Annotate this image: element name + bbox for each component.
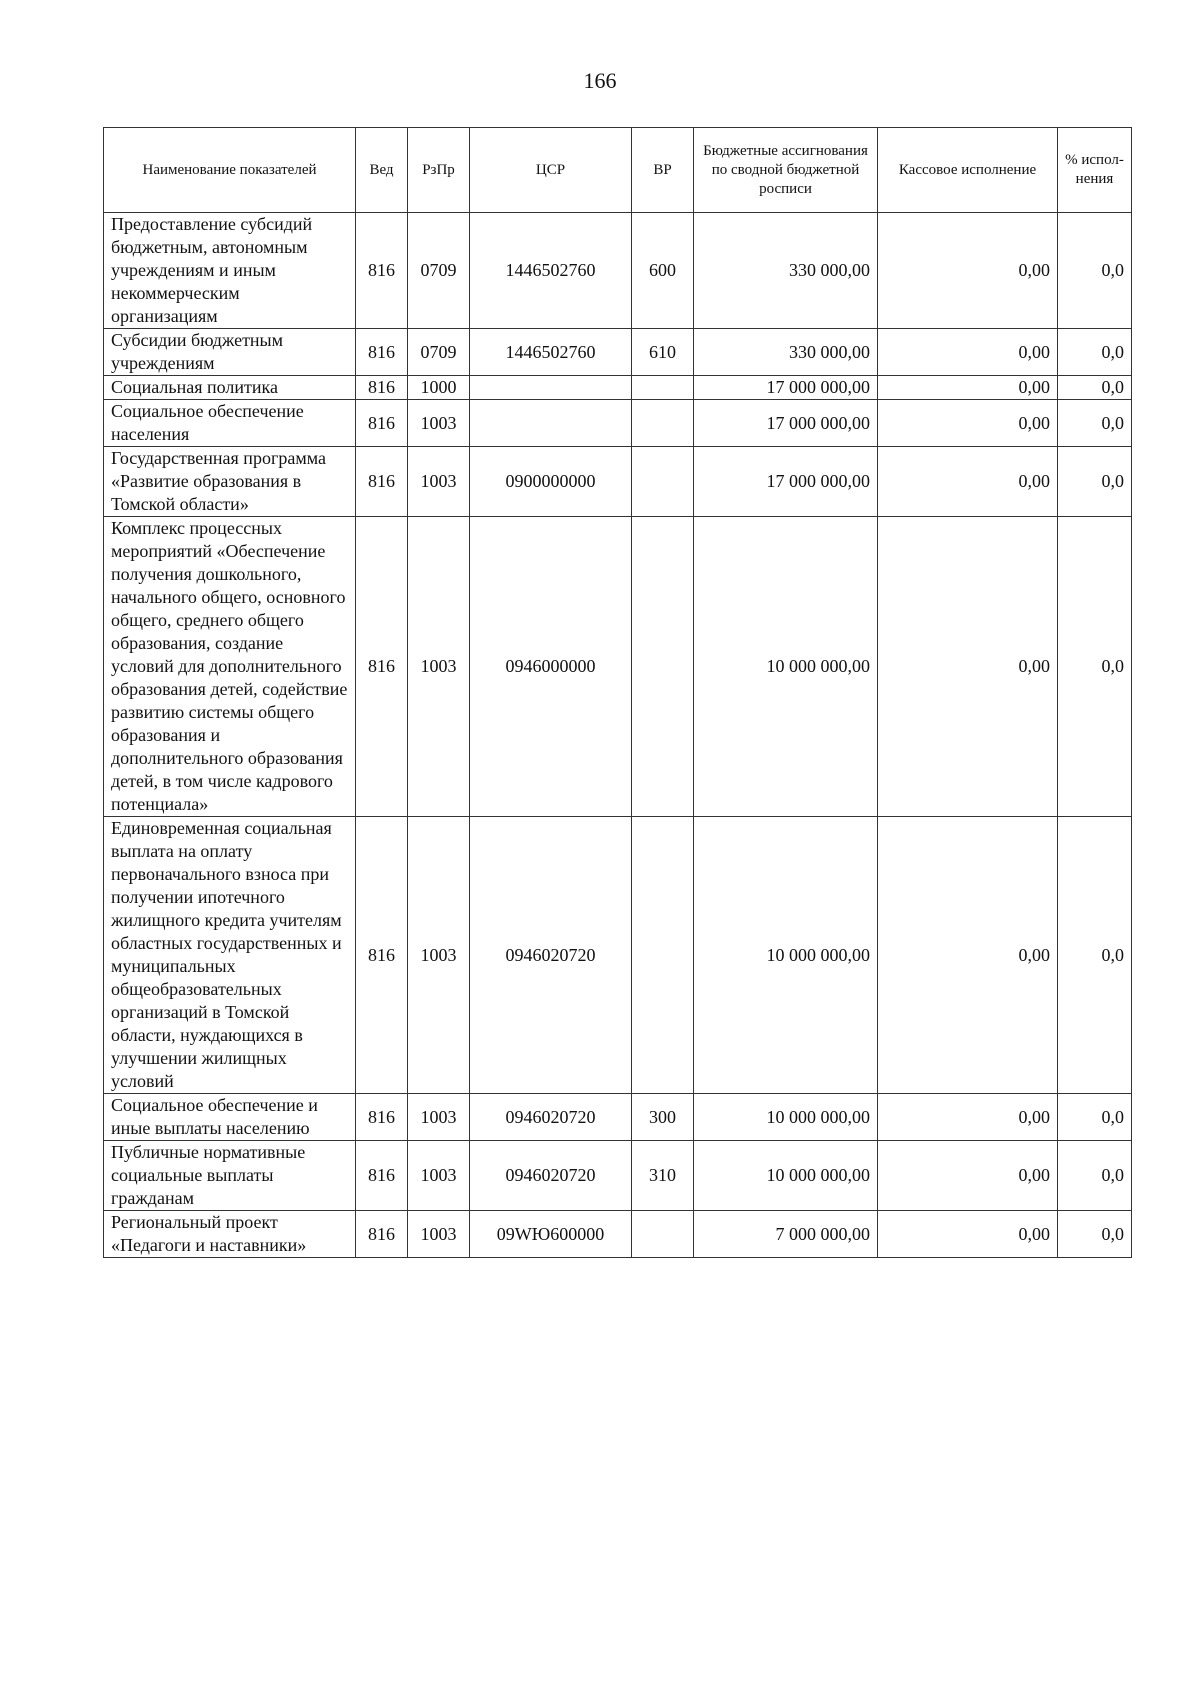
cell-assigned: 7 000 000,00 xyxy=(694,1211,878,1258)
cell-cash: 0,00 xyxy=(878,517,1058,817)
cell-csr: 1446502760 xyxy=(470,213,632,329)
cell-csr: 0946020720 xyxy=(470,1141,632,1211)
cell-name: Социальное обеспечение и иные выплаты населению xyxy=(104,1094,356,1141)
cell-cash: 0,00 xyxy=(878,329,1058,376)
cell-rzpr: 1003 xyxy=(408,517,470,817)
table-row xyxy=(104,517,1132,817)
cell-name: Предоставление субсидий бюджетным, автономным учреждениям и иным некоммерческим организациям xyxy=(104,213,356,329)
cell-assigned: 330 000,00 xyxy=(694,329,878,376)
cell-percent: 0,0 xyxy=(1058,517,1132,817)
header-name: Наименование показателей xyxy=(104,128,356,213)
table-row xyxy=(104,213,1132,329)
cell-name: Единовременная социальная выплата на оплату первоначального взноса при получении ипотечного жилищного кредита учителям областных государственных и муниципальных общеобразовательных организаций в Томской области, нуждающихся в улучшении жилищных условий xyxy=(104,817,356,1094)
cell-assigned: 10 000 000,00 xyxy=(694,817,878,1094)
header-assigned: Бюджетные ассигнования по сводной бюджетной росписи xyxy=(694,128,878,213)
cell-csr: 09WЮ600000 xyxy=(470,1211,632,1258)
cell-percent: 0,0 xyxy=(1058,1141,1132,1211)
table-row xyxy=(104,329,1132,376)
table-row xyxy=(104,1094,1132,1141)
cell-ved: 816 xyxy=(356,1211,408,1258)
cell-percent: 0,0 xyxy=(1058,447,1132,517)
cell-csr xyxy=(470,376,632,400)
cell-csr xyxy=(470,400,632,447)
table-row xyxy=(104,400,1132,447)
cell-assigned: 17 000 000,00 xyxy=(694,376,878,400)
cell-name: Региональный проект «Педагоги и наставники» xyxy=(104,1211,356,1258)
cell-rzpr: 1003 xyxy=(408,447,470,517)
cell-percent: 0,0 xyxy=(1058,817,1132,1094)
cell-name: Социальная политика xyxy=(104,376,356,400)
table-row xyxy=(104,447,1132,517)
cell-rzpr: 1003 xyxy=(408,1094,470,1141)
cell-rzpr: 1003 xyxy=(408,1141,470,1211)
cell-cash: 0,00 xyxy=(878,1094,1058,1141)
cell-vr xyxy=(632,517,694,817)
table-header-row xyxy=(104,128,1132,213)
cell-rzpr: 0709 xyxy=(408,213,470,329)
cell-ved: 816 xyxy=(356,1141,408,1211)
header-cash: Кассовое исполнение xyxy=(878,128,1058,213)
cell-name: Субсидии бюджетным учреждениям xyxy=(104,329,356,376)
cell-cash: 0,00 xyxy=(878,447,1058,517)
cell-csr: 0900000000 xyxy=(470,447,632,517)
cell-rzpr: 1003 xyxy=(408,1211,470,1258)
cell-csr: 1446502760 xyxy=(470,329,632,376)
cell-vr: 300 xyxy=(632,1094,694,1141)
table-row xyxy=(104,1141,1132,1211)
cell-vr xyxy=(632,400,694,447)
cell-vr: 310 xyxy=(632,1141,694,1211)
cell-rzpr: 1003 xyxy=(408,817,470,1094)
cell-ved: 816 xyxy=(356,213,408,329)
header-rzpr: РзПр xyxy=(408,128,470,213)
cell-name: Комплекс процессных мероприятий «Обеспечение получения дошкольного, начального общего, основного общего, среднего общего образования, создание условий для дополнительного образования детей, содействие развитию системы общего образования и дополнительного образования детей, в том числе кадрового потенциала» xyxy=(104,517,356,817)
table-row xyxy=(104,376,1132,400)
table-row xyxy=(104,817,1132,1094)
cell-assigned: 10 000 000,00 xyxy=(694,517,878,817)
cell-cash: 0,00 xyxy=(878,400,1058,447)
cell-percent: 0,0 xyxy=(1058,400,1132,447)
cell-vr xyxy=(632,447,694,517)
cell-ved: 816 xyxy=(356,447,408,517)
cell-rzpr: 1000 xyxy=(408,376,470,400)
cell-ved: 816 xyxy=(356,400,408,447)
cell-percent: 0,0 xyxy=(1058,1211,1132,1258)
cell-ved: 816 xyxy=(356,376,408,400)
cell-assigned: 10 000 000,00 xyxy=(694,1094,878,1141)
cell-cash: 0,00 xyxy=(878,817,1058,1094)
cell-vr: 610 xyxy=(632,329,694,376)
budget-table xyxy=(103,127,1132,1258)
cell-csr: 0946020720 xyxy=(470,817,632,1094)
cell-ved: 816 xyxy=(356,517,408,817)
cell-rzpr: 0709 xyxy=(408,329,470,376)
cell-name: Государственная программа «Развитие образования в Томской области» xyxy=(104,447,356,517)
cell-rzpr: 1003 xyxy=(408,400,470,447)
cell-csr: 0946000000 xyxy=(470,517,632,817)
cell-assigned: 17 000 000,00 xyxy=(694,447,878,517)
cell-name: Публичные нормативные социальные выплаты гражданам xyxy=(104,1141,356,1211)
cell-percent: 0,0 xyxy=(1058,329,1132,376)
cell-percent: 0,0 xyxy=(1058,1094,1132,1141)
cell-vr xyxy=(632,1211,694,1258)
cell-assigned: 17 000 000,00 xyxy=(694,400,878,447)
cell-percent: 0,0 xyxy=(1058,376,1132,400)
cell-vr xyxy=(632,376,694,400)
table-row xyxy=(104,1211,1132,1258)
cell-ved: 816 xyxy=(356,329,408,376)
header-percent: % испол-нения xyxy=(1058,128,1132,213)
cell-vr: 600 xyxy=(632,213,694,329)
cell-percent: 0,0 xyxy=(1058,213,1132,329)
header-ved: Вед xyxy=(356,128,408,213)
header-csr: ЦСР xyxy=(470,128,632,213)
cell-assigned: 330 000,00 xyxy=(694,213,878,329)
cell-cash: 0,00 xyxy=(878,1211,1058,1258)
cell-cash: 0,00 xyxy=(878,376,1058,400)
cell-csr: 0946020720 xyxy=(470,1094,632,1141)
page-number: 166 xyxy=(583,68,617,93)
cell-name: Социальное обеспечение населения xyxy=(104,400,356,447)
cell-ved: 816 xyxy=(356,817,408,1094)
cell-ved: 816 xyxy=(356,1094,408,1141)
cell-cash: 0,00 xyxy=(878,1141,1058,1211)
cell-cash: 0,00 xyxy=(878,213,1058,329)
cell-assigned: 10 000 000,00 xyxy=(694,1141,878,1211)
header-vr: ВР xyxy=(632,128,694,213)
cell-vr xyxy=(632,817,694,1094)
